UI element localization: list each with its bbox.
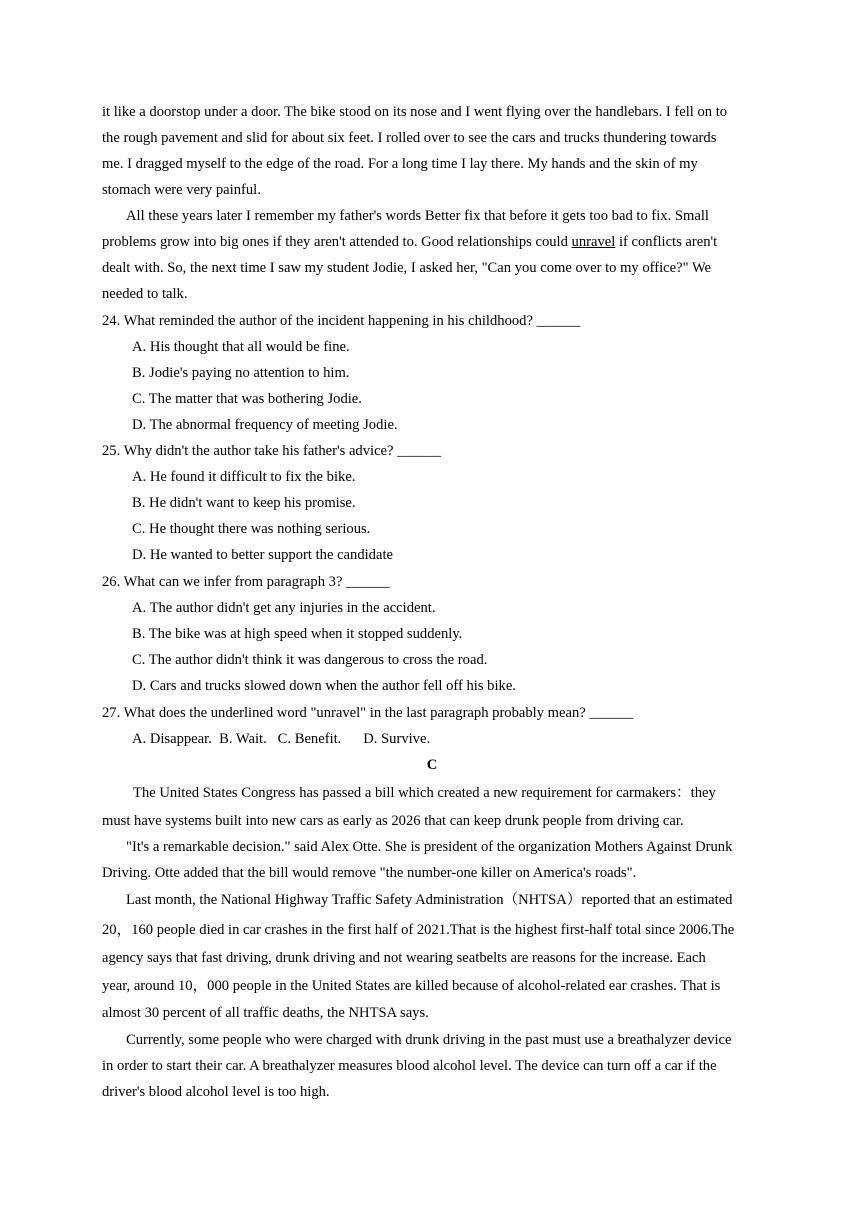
passage-line: me. I dragged myself to the edge of the road. For a long time I lay there. My hands and the skin of my bbox=[102, 156, 698, 172]
answer-option: B. Jodie's paying no attention to him. bbox=[132, 365, 350, 381]
text-run: if conflicts aren't bbox=[615, 234, 718, 250]
section-heading: C bbox=[426, 757, 438, 773]
passage-line: almost 30 percent of all traffic deaths, the NHTSA says. bbox=[102, 1005, 429, 1021]
passage-line: stomach were very painful. bbox=[102, 182, 261, 198]
passage-line: the rough pavement and slid for about six feet. I rolled over to see the cars and trucks thundering towards bbox=[102, 130, 717, 146]
passage-line: agency says that fast driving, drunk driving and not wearing seatbelts are reasons for the increase. Each bbox=[102, 950, 706, 966]
text-run: problems grow into big ones if they aren't attended to. Good relationships could bbox=[102, 234, 572, 250]
answer-options-inline: A. Disappear. B. Wait. C. Benefit. D. Survive. bbox=[132, 731, 431, 747]
passage-line: 20，160 people died in car crashes in the first half of 2021.That is the highest first-half total since 2006.The bbox=[102, 922, 735, 938]
underlined-word: unravel bbox=[571, 234, 616, 250]
answer-option: D. The abnormal frequency of meeting Jodie. bbox=[132, 417, 398, 433]
question-stem: 26. What can we infer from paragraph 3? ______ bbox=[102, 574, 390, 590]
passage-line: Currently, some people who were charged with drunk driving in the past must use a breathalyzer device bbox=[126, 1032, 732, 1048]
answer-option: D. Cars and trucks slowed down when the author fell off his bike. bbox=[132, 678, 516, 694]
answer-option: C. The matter that was bothering Jodie. bbox=[132, 391, 362, 407]
passage-line: driver's blood alcohol level is too high. bbox=[102, 1084, 330, 1100]
answer-option: C. The author didn't think it was dangerous to cross the road. bbox=[132, 652, 488, 668]
passage-line: needed to talk. bbox=[102, 286, 188, 302]
passage-line: Driving. Otte added that the bill would remove "the number-one killer on America's roads". bbox=[102, 865, 637, 881]
question-stem: 25. Why didn't the author take his father's advice? ______ bbox=[102, 443, 441, 459]
question-stem: 27. What does the underlined word "unravel" in the last paragraph probably mean? ______ bbox=[102, 705, 634, 721]
passage-line bbox=[102, 232, 717, 252]
passage-line: in order to start their car. A breathalyzer measures blood alcohol level. The device can turn off a car if the bbox=[102, 1058, 717, 1074]
passage-line: Last month, the National Highway Traffic Safety Administration（NHTSA）reported that an estimated bbox=[126, 892, 733, 908]
answer-option: B. The bike was at high speed when it stopped suddenly. bbox=[132, 626, 463, 642]
passage-line: The United States Congress has passed a bill which created a new requirement for carmakers：they bbox=[126, 785, 716, 801]
passage-line: year, around 10，000 people in the United States are killed because of alcohol-related ear crashes. That is bbox=[102, 978, 721, 994]
answer-option: A. His thought that all would be fine. bbox=[132, 339, 350, 355]
passage-line: must have systems built into new cars as early as 2026 that can keep drunk people from driving car. bbox=[102, 813, 684, 829]
answer-option: D. He wanted to better support the candidate bbox=[132, 547, 393, 563]
passage-line: dealt with. So, the next time I saw my student Jodie, I asked her, "Can you come over to my office?" We bbox=[102, 260, 712, 276]
answer-option: A. He found it difficult to fix the bike. bbox=[132, 469, 356, 485]
answer-option: B. He didn't want to keep his promise. bbox=[132, 495, 356, 511]
passage-line: All these years later I remember my father's words Better fix that before it gets too bad to fix. Small bbox=[126, 208, 709, 224]
passage-line: it like a doorstop under a door. The bike stood on its nose and I went flying over the handlebars. I fell on to bbox=[102, 104, 728, 120]
passage-line: "It's a remarkable decision." said Alex Otte. She is president of the organization Mothers Against Drunk bbox=[126, 839, 733, 855]
answer-option: C. He thought there was nothing serious. bbox=[132, 521, 371, 537]
question-stem: 24. What reminded the author of the incident happening in his childhood? ______ bbox=[102, 313, 581, 329]
answer-option: A. The author didn't get any injuries in the accident. bbox=[132, 600, 436, 616]
